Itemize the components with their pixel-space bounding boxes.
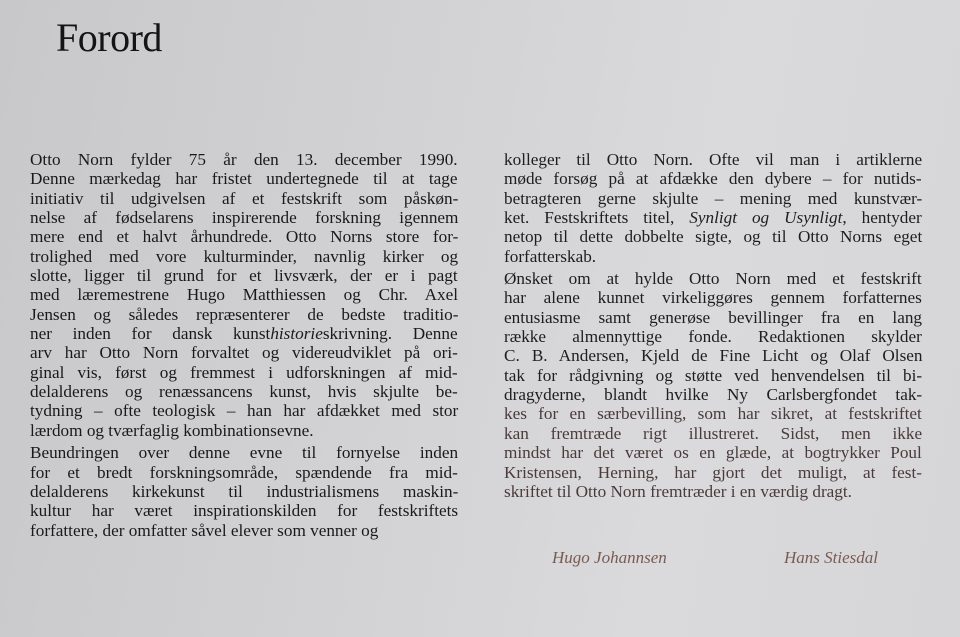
text-line: Otto Norn fylder 75 år den 13. december 1990. [30,150,458,169]
text-line: kultur har været inspirationskilden for festskriftets [30,501,459,521]
text-line: kan fremtræde rigt illustreret. Sidst, men ikke [504,423,923,443]
text-line: tak for rådgivning og støtte ved henvendelsen til bi- [504,365,923,385]
text-line: række almennyttige fonde. Redaktionen skylder [504,327,922,347]
page-title: Forord [56,15,162,60]
text-line: entusiasme samt generøse bevillinger fra en lang [504,307,923,327]
text-line: forfattere, der omfatter såvel elever som venner og [30,520,379,540]
text-line: Beundringen over denne evne til fornyelse inden [30,443,459,463]
text-line: ket. Festskriftets titel, Synligt og Usynligt, hentyder [504,208,922,228]
paragraph [30,150,458,440]
text-line: initiativ til udgivelsen af et festskrift som påskøn- [30,188,459,208]
text-line: lærdom og tværfaglig kombinationsevne. [30,420,314,440]
text-line: har alene kunnet virkeliggøres gennem forfatternes [504,288,922,308]
italic-emphasis: historie [270,324,323,344]
text-line: slotte, ligger til grund for et livsværk, der er i pagt [30,266,458,286]
text-line: arv har Otto Norn forvaltet og videreudviklet på ori- [30,343,458,363]
signature-hugo-johannsen: Hugo Johannsen [552,548,667,567]
text-line: med læremestrene Hugo Matthiessen og Chr. Axel [30,285,459,305]
text-line: kolleger til Otto Norn. Ofte vil man i artiklerne [504,150,923,169]
paragraph [504,269,922,501]
right-text-column [504,150,922,501]
text-line: ginal vis, først og fremmest i udforskningen af mid- [30,362,458,382]
text-line: netop til dette dobbelte sigte, og til Otto Norns eget [504,227,923,247]
text-line: kes for en særbevilling, som har sikret, at festskriftet [504,404,922,424]
left-text-column [30,150,458,540]
text-line: betragteren gerne skjulte – mening med kunstvær- [504,188,923,208]
text-line: Ønsket om at hylde Otto Norn med et festskrift [504,269,922,289]
text-line: ner inden for dansk kunsthistorieskrivning. Denne [30,324,458,344]
text-line: Kristensen, Herning, har gjort det muligt, at fest- [504,462,922,482]
text-line: trolighed med vore kulturminder, navnlig kirker og [30,246,459,266]
text-line: dragyderne, blandt hvilke Ny Carlsbergfondet tak- [504,385,923,405]
text-line: delalderens kirkekunst til industrialismens maskin- [30,481,459,501]
text-line: delalderens og renæssancens kunst, hvis skjulte be- [30,382,458,402]
text-line: skriftet til Otto Norn fremtræder i en værdig dragt. [504,481,852,501]
text-line: nelse af fødselarens inspirerende forskning igennem [30,208,459,228]
paragraph [30,443,458,540]
text-line: C. B. Andersen, Kjeld de Fine Licht og Olaf Olsen [504,346,923,366]
text-line: mere end et halvt århundrede. Otto Norns store for- [30,227,459,247]
text-line: mindst har det været os en glæde, at bogtrykker Poul [504,443,922,463]
text-line: Denne mærkedag har fristet undertegnede til at tage [30,169,458,189]
text-line: tydning – ofte teologisk – han har afdækket med stor [30,401,459,421]
text-line: forfatterskab. [504,246,597,266]
text-line: møde forsøg på at afdække den dybere – for nutids- [504,169,922,189]
signature-hans-stiesdal: Hans Stiesdal [784,548,878,567]
text-line: for et bredt forskningsområde, spændende fra mid- [30,462,458,482]
paragraph [504,150,922,266]
text-line: Jensen og således repræsenterer de bedste traditio- [30,304,459,324]
italic-emphasis: Synligt og Usynligt [689,208,843,228]
